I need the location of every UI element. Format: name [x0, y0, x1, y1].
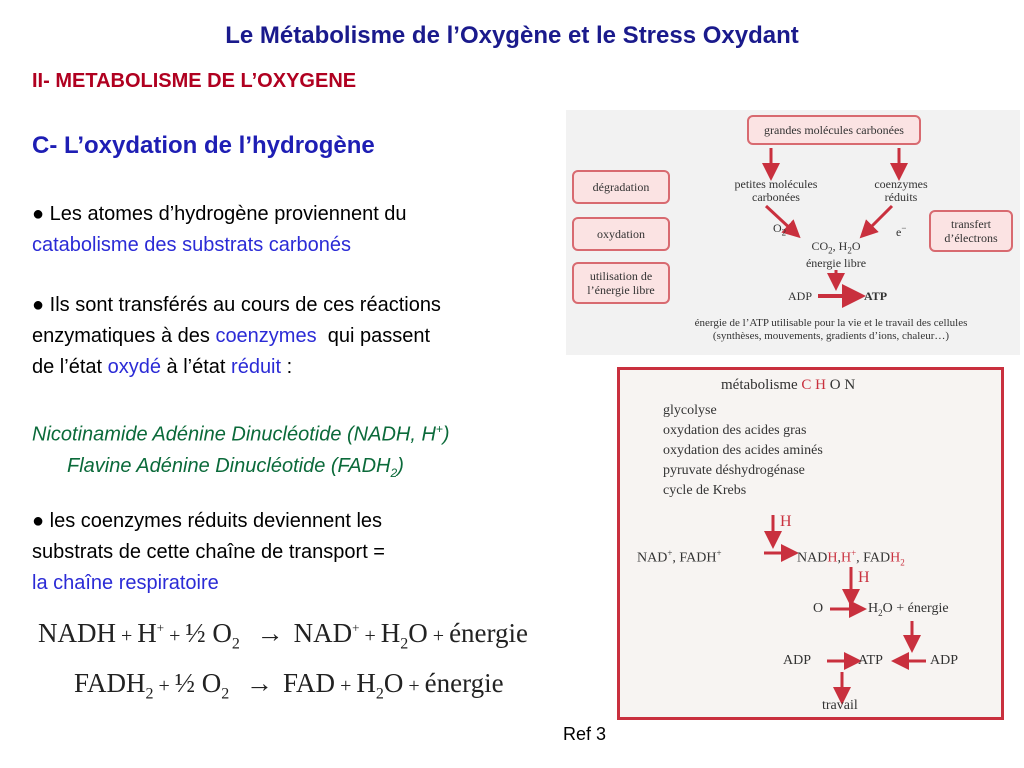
text: H	[356, 668, 376, 698]
text: NADH	[38, 618, 116, 648]
text: N	[844, 377, 856, 393]
list-item: oxydation des acides gras	[663, 423, 807, 438]
text: H	[890, 550, 901, 566]
paragraph-chain-line1: ● les coenzymes réduits deviennent les	[32, 510, 383, 532]
text: 2	[145, 685, 154, 703]
adp-label: ADP	[788, 289, 813, 303]
text: (synthèses, mouvements, gradients d’ions, chaleur…)	[712, 330, 950, 342]
list-item: pyruvate déshydrogénase	[663, 463, 805, 478]
text: , FAD	[856, 550, 891, 566]
reduced-coenzymes	[797, 543, 905, 572]
text: 2	[828, 245, 833, 256]
nadh-line	[32, 414, 450, 451]
text: +	[435, 422, 443, 436]
hydrogen-label: H	[780, 513, 792, 530]
text: +	[169, 625, 181, 647]
text: de l’état	[32, 356, 108, 378]
text: métabolisme	[721, 377, 798, 393]
text: )	[442, 423, 450, 446]
text: +	[851, 548, 857, 558]
text: H	[815, 377, 827, 393]
text: 2	[878, 607, 883, 618]
water-energy-label	[868, 599, 949, 623]
adp-label-left: ADP	[783, 653, 812, 668]
text: −	[901, 223, 907, 233]
text: +	[716, 548, 722, 558]
oxygen-label: O	[813, 601, 824, 616]
atp-label: ATP	[858, 653, 883, 668]
text: H	[380, 618, 401, 648]
text: qui passent	[316, 325, 431, 347]
text: utilisation de	[589, 269, 653, 283]
text: 2	[847, 245, 852, 256]
pathway-list	[663, 401, 823, 501]
text: 2	[375, 685, 384, 703]
text: ,	[837, 550, 841, 566]
text: NAD	[637, 550, 668, 566]
paragraph-transfer	[32, 290, 441, 383]
small-molecules-label	[726, 178, 826, 204]
text: 2	[231, 635, 240, 653]
text: Flavine Adénine Dinucléotide (FADH	[67, 454, 391, 477]
text: H	[137, 618, 157, 648]
list-item: cycle de Krebs	[663, 483, 747, 498]
products-label	[791, 240, 881, 270]
text: O + énergie	[882, 601, 949, 616]
text: +	[364, 625, 376, 647]
paragraph-origin-line1: ● Les atomes d’hydrogène proviennent du	[32, 203, 407, 225]
coenzyme-list	[32, 414, 450, 489]
text: Nicotinamide Adénine Dinucléotide (NADH, H	[32, 423, 436, 446]
text: , FADH	[672, 550, 717, 566]
text: NAD	[797, 550, 828, 566]
text: +	[408, 675, 420, 697]
metabolism-title	[721, 375, 855, 395]
work-label: travail	[822, 698, 858, 713]
text: +	[352, 620, 360, 635]
adp-label-right: ADP	[930, 653, 959, 668]
text: 2	[390, 465, 398, 480]
text: H	[827, 550, 838, 566]
electron-transfer-box	[929, 210, 1013, 252]
arrow-icon: →	[256, 618, 284, 648]
text: :	[281, 356, 293, 378]
text: +	[667, 548, 673, 558]
atp-label: ATP	[864, 289, 888, 303]
paragraph-origin	[32, 199, 407, 261]
text: C	[801, 377, 812, 393]
text: ½ O	[185, 618, 232, 648]
text: +	[158, 675, 170, 697]
reduced-term: réduit	[231, 356, 282, 378]
text: transfert	[951, 217, 991, 231]
text: coenzymes	[874, 177, 928, 191]
hydrogen-label-2: H	[858, 569, 870, 586]
text: énergie libre	[805, 256, 867, 271]
text: O	[829, 377, 841, 393]
text: O	[408, 618, 428, 648]
text: enzymatiques à des	[32, 325, 216, 347]
text: )	[397, 454, 404, 477]
text: 2	[781, 227, 787, 238]
text: 2	[221, 685, 230, 703]
text: NAD	[293, 618, 353, 648]
list-item: oxydation des acides aminés	[663, 443, 823, 458]
section-heading: II- METABOLISME DE L’OXYGENE	[32, 70, 357, 92]
text: O	[383, 668, 404, 698]
caption	[661, 317, 1001, 343]
text: +	[340, 675, 352, 697]
text: à l’état	[160, 356, 232, 378]
list-item: glycolyse	[663, 403, 717, 418]
subsection-heading: C- L’oxydation de l’hydrogène	[32, 132, 375, 159]
text: FADH	[74, 668, 146, 698]
equation-nadh	[38, 618, 528, 653]
text: e	[896, 225, 902, 239]
o2-label	[773, 222, 786, 239]
text: énergie de l’ATP utilisable pour la vie et le travail des cellules	[694, 317, 968, 329]
coenzymes-term: coenzymes	[215, 325, 317, 347]
reference-label: Ref 3	[563, 724, 607, 744]
text: d’électrons	[944, 231, 998, 245]
text: +	[432, 625, 445, 647]
paragraph-chain-line3: la chaîne respiratoire	[32, 572, 219, 594]
text: O	[851, 239, 861, 253]
text: 2	[400, 635, 409, 653]
energy-use-box	[572, 262, 670, 304]
text: carbonées	[752, 190, 800, 204]
text: 2	[900, 557, 905, 568]
oxydized-term: oxydé	[107, 356, 161, 378]
degradation-box: dégradation	[572, 170, 670, 204]
paragraph-transfer-line3	[32, 352, 441, 383]
oxidation-box: oxydation	[572, 217, 670, 251]
text: petites molécules	[734, 177, 818, 191]
text: énergie	[449, 618, 529, 648]
page-title: Le Métabolisme de l’Oxygène et le Stress Oxydant	[225, 22, 799, 49]
text: CO	[811, 239, 829, 253]
catabolism-diagram	[566, 110, 1020, 355]
metabolism-diagram	[617, 367, 1004, 720]
text: H	[840, 550, 852, 566]
paragraph-origin-line2: catabolisme des substrats carbonés	[32, 234, 352, 256]
paragraph-chain	[32, 506, 385, 599]
text: FAD	[283, 668, 336, 698]
electron-label	[896, 222, 906, 239]
text: O	[773, 221, 782, 235]
arrow-icon: →	[246, 668, 274, 698]
paragraph-transfer-line1: ● Ils sont transférés au cours de ces réactions	[32, 294, 441, 316]
oxidized-coenzymes	[637, 543, 722, 569]
big-carbon-molecules-box: grandes molécules carbonées	[747, 115, 921, 145]
reduced-coenzymes-label	[861, 178, 941, 204]
fadh2-line	[32, 451, 450, 489]
text: réduits	[884, 190, 918, 204]
paragraph-transfer-line2	[32, 321, 441, 352]
equation-fadh2	[74, 668, 504, 703]
text: +	[156, 620, 165, 635]
text: , H	[832, 239, 848, 253]
paragraph-chain-line2: substrats de cette chaîne de transport =	[32, 541, 385, 563]
text: H	[868, 601, 879, 616]
text: l’énergie libre	[587, 283, 655, 297]
text: +	[121, 625, 133, 647]
text: ½ O	[174, 668, 222, 698]
text: énergie	[424, 668, 504, 698]
